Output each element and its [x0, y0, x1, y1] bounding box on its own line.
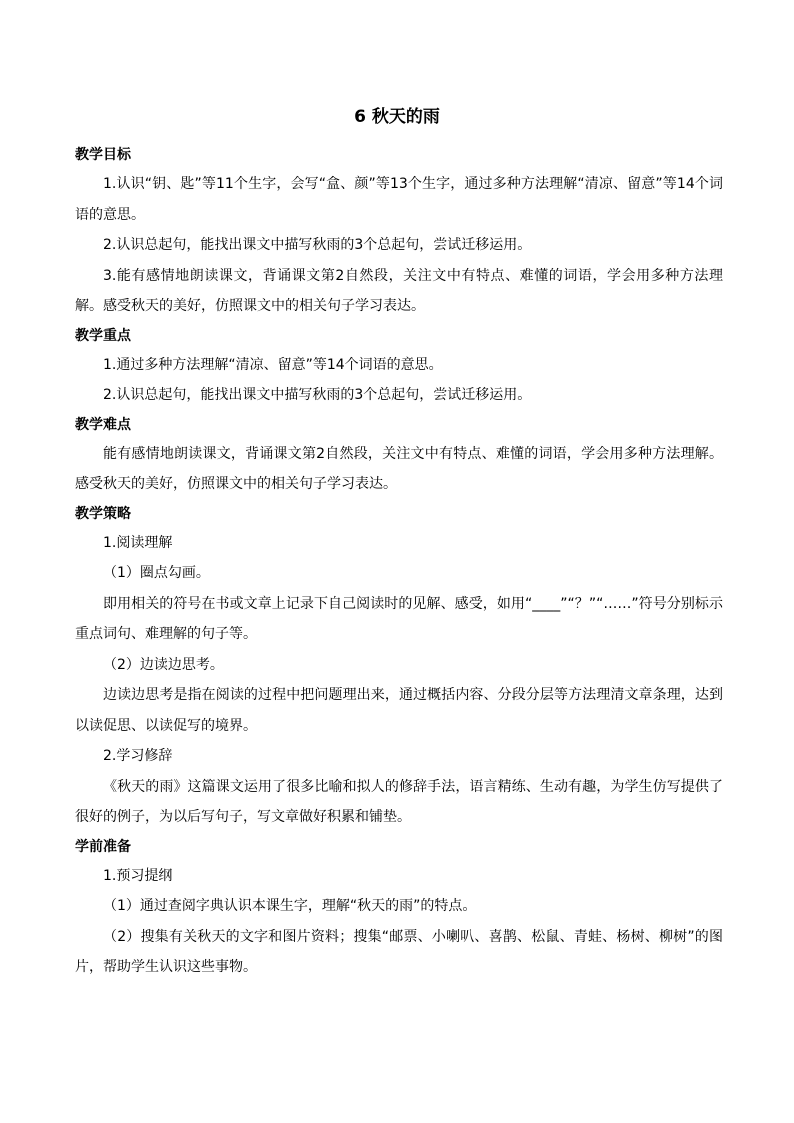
paragraph: 边读边思考是指在阅读的过程中把问题理出来，通过概括内容、分段分层等方法理清文章条理，达到以读促思、以读促写的境界。	[75, 687, 723, 734]
section-teaching-difficulty	[75, 411, 723, 500]
paragraph: （2）搜集有关秋天的文字和图片资料；搜集“邮票、小喇叭、喜鹊、松鼠、青蛙、杨树、柳树”的图片，帮助学生认识这些事物。	[75, 928, 723, 975]
section-teaching-focus	[75, 322, 723, 411]
paragraph: 《秋天的雨》这篇课文运用了很多比喻和拟人的修辞手法，语言精练、生动有趣，为学生仿写提供了很好的例子，为以后写句子，写文章做好积累和铺垫。	[75, 778, 723, 825]
paragraph: 3.能有感情地朗读课文，背诵课文第2自然段，关注文中有特点、难懂的词语，学会用多种方法理解。感受秋天的美好，仿照课文中的相关句子学习表达。	[75, 267, 723, 314]
paragraph: 2.认识总起句，能找出课文中描写秋雨的3个总起句，尝试迁移运用。	[103, 387, 532, 403]
paragraph: 1.阅读理解	[103, 534, 173, 551]
section-teaching-strategy	[75, 500, 723, 833]
section-heading: 教学策略	[75, 505, 131, 522]
paragraph: （1）圈点勾画。	[103, 565, 210, 581]
section-teaching-objectives	[75, 141, 723, 322]
paragraph: 1.通过多种方法理解“清凉、留意”等14个词语的意思。	[103, 356, 443, 373]
paragraph: 1.预习提纲	[103, 867, 173, 884]
section-heading: 学前准备	[75, 838, 131, 855]
page-title: 6 秋天的雨	[354, 107, 440, 127]
paragraph: （1）通过查阅字典认识本课生字，理解“秋天的雨”的特点。	[103, 898, 477, 914]
paragraph: 能有感情地朗读课文，背诵课文第2自然段，关注文中有特点、难懂的词语，学会用多种方法理解。感受秋天的美好，仿照课文中的相关句子学习表达。	[75, 445, 723, 492]
paragraph: （2）边读边思考。	[103, 656, 224, 673]
paragraph: 2.学习修辞	[103, 748, 173, 764]
paragraph: 2.认识总起句，能找出课文中描写秋雨的3个总起句，尝试迁移运用。	[103, 237, 532, 253]
section-pre-study-preparation	[75, 833, 723, 983]
document-body	[75, 141, 723, 983]
section-heading: 教学难点	[75, 416, 131, 433]
section-heading: 教学目标	[75, 147, 131, 163]
paragraph: 即用相关的符号在书或文章上记录下自己阅读时的见解、感受，如用“____”“？”“……”符号分别标示重点词句、难理解的句子等。	[75, 595, 723, 642]
section-heading: 教学重点	[75, 327, 131, 344]
paragraph: 1.认识“钥、匙”等11个生字，会写“盒、颜”等13个生字，通过多种方法理解“清凉、留意”等14个词语的意思。	[75, 176, 723, 223]
